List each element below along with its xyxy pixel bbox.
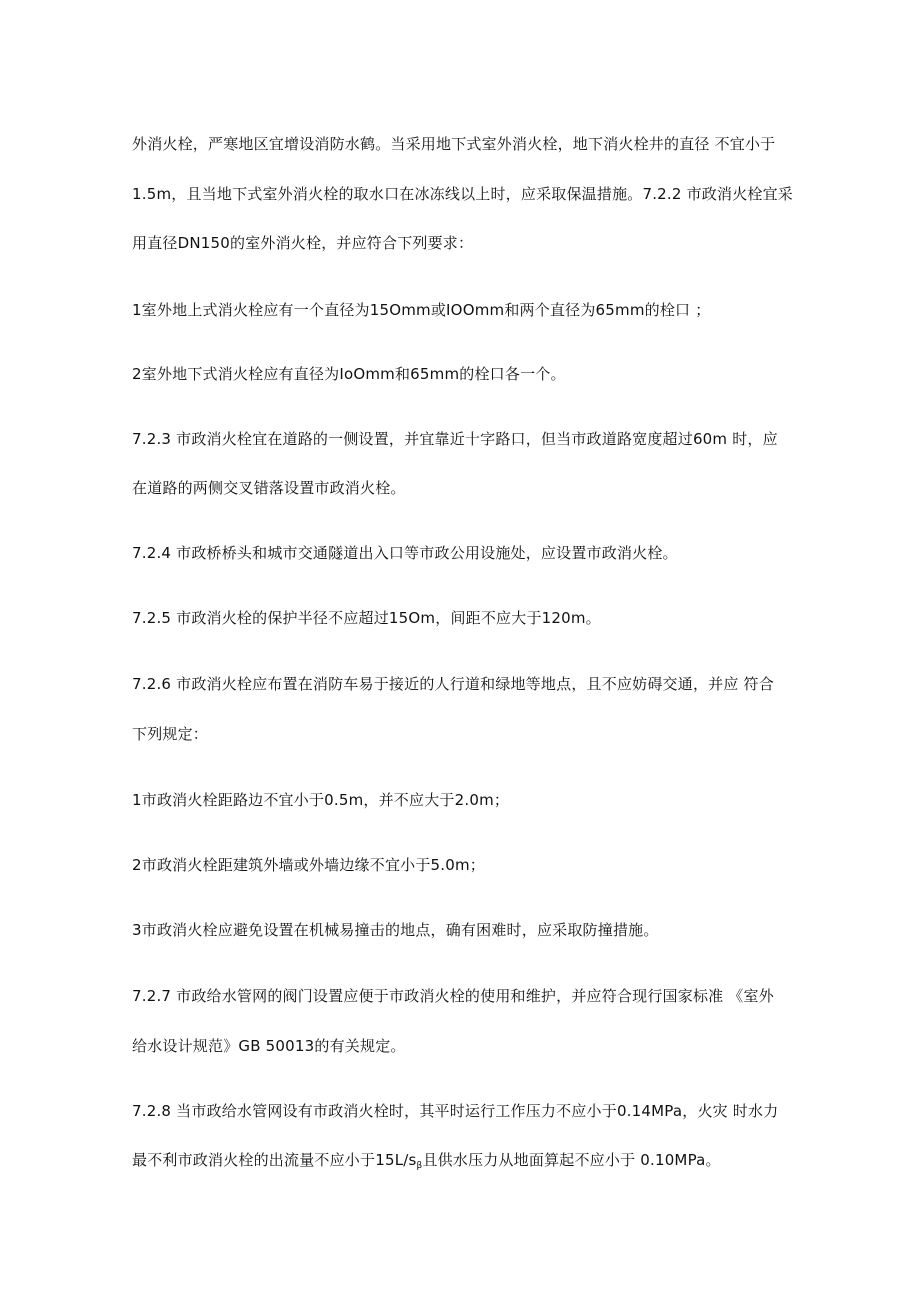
text-line: 在道路的两侧交叉错落设置市政消火栓。: [132, 479, 406, 497]
text-line: 下列规定：: [132, 725, 209, 743]
text-line-last: [132, 1150, 802, 1176]
text-line: 1.5m，且当地下式室外消火栓的取水口在冰冻线以上时，应采取保温措施。7.2.2 市政消火栓宜采: [132, 185, 794, 203]
text-line: 3市政消火栓应避免设置在机械易撞击的地点，确有困难时，应采取防撞措施。: [132, 921, 659, 939]
text-line: 2室外地下式消火栓应有直径为IoOmm和65mm的栓口各一个。: [132, 365, 566, 383]
text-line: 1室外地上式消火栓应有一个直径为15Omm或IOOmm和两个直径为65mm的栓口 ；: [132, 301, 711, 319]
text-line: 给水设计规范》GB 50013的有关规定。: [132, 1037, 406, 1055]
text-line: 7.2.3 市政消火栓宜在道路的一侧设置，并宜靠近十字路口，但当市政道路宽度超过60m 时，应: [132, 430, 778, 448]
text-line: 外消火栓，严寒地区宜增设消防水鹤。当采用地下式室外消火栓，地下消火栓井的直径 不宜小于: [132, 135, 776, 153]
text-segment: 最不利市政消火栓的出流量不应小于15L∕s: [132, 1151, 417, 1169]
text-line: 2市政消火栓距建筑外墙或外墙边缘不宜小于5.0m；: [132, 856, 486, 874]
text-line: 用直径DN150的室外消火栓，并应符合下列要求：: [132, 234, 474, 252]
text-segment: 且供水压力从地面算起不应小于 0.10MPa。: [422, 1151, 721, 1169]
text-line: 7.2.8 当市政给水管网设有市政消火栓时，其平时运行工作压力不应小于0.14MPa，火灾 时水力: [132, 1102, 779, 1120]
text-line: 7.2.6 市政消火栓应布置在消防车易于接近的人行道和绿地等地点，且不应妨碍交通，并应 符合: [132, 675, 774, 693]
subscript-mark: β: [416, 1161, 423, 1171]
text-line: 7.2.4 市政桥桥头和城市交通隧道出入口等市政公用设施处，应设置市政消火栓。: [132, 544, 678, 562]
text-line: 7.2.5 市政消火栓的保护半径不应超过15Om，间距不应大于120m。: [132, 609, 601, 627]
text-line: 1市政消火栓距路边不宜小于0.5m，并不应大于2.0m；: [132, 791, 510, 809]
text-line: 7.2.7 市政给水管网的阀门设置应便于市政消火栓的使用和维护，并应符合现行国家标准 《室外: [132, 987, 774, 1005]
